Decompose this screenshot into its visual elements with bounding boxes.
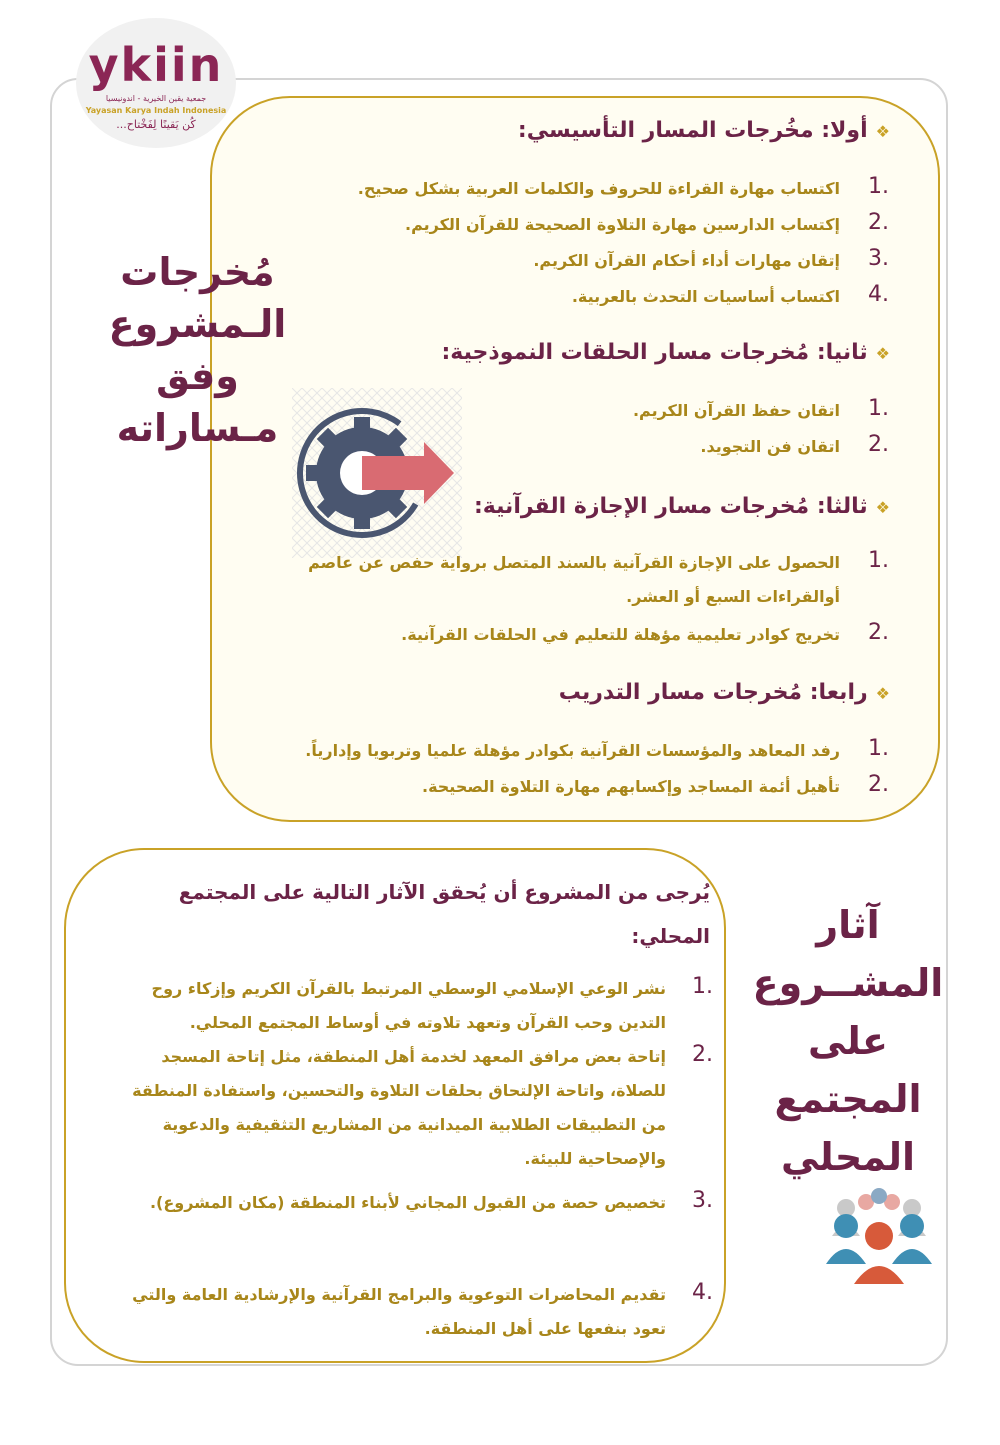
item-number: 2. <box>868 432 889 457</box>
logo-slogan: كُن يَقينًا لِفَخْتاح... <box>116 118 196 131</box>
gear-arrow-icon <box>292 388 462 558</box>
diamond-bullet-icon: ❖ <box>875 498 890 517</box>
list-item: اتقان حفظ القرآن الكريم. <box>632 401 840 420</box>
item-number: 4. <box>692 1280 713 1305</box>
item-number: 1. <box>868 736 889 761</box>
list-item: إكتساب الدارسين مهارة التلاوة الصحيحة للقرآن الكريم. <box>405 215 840 234</box>
impacts-intro: يُرجى من المشروع أن يُحقق الآثار التالية على المجتمع المحلي: <box>178 880 710 948</box>
item-number: 1. <box>868 548 889 573</box>
item-number: 2. <box>868 620 889 645</box>
section-2-title: ثانيا: مُخرجات مسار الحلقات النموذجية: <box>441 340 868 365</box>
outcomes-side-title: مُخرجات الـمشروع وفق مـساراته <box>108 250 287 450</box>
people-group-icon <box>824 1186 934 1286</box>
item-number: 3. <box>692 1188 713 1213</box>
diamond-bullet-icon: ❖ <box>875 344 890 363</box>
list-item: الحصول على الإجازة القرآنية بالسند المتصل برواية حفص عن عاصم أوالقراءات السبع أو العشر. <box>308 553 840 606</box>
section-1-heading <box>518 118 890 143</box>
item-number: 2. <box>868 772 889 797</box>
list-item: اتقان فن التجويد. <box>700 437 840 456</box>
section-1-title: أولا: مخُرجات المسار التأسيسي: <box>517 118 868 143</box>
item-number: 1. <box>868 396 889 421</box>
list-item: رفد المعاهد والمؤسسات القرآنية بكوادر مؤهلة علميا وتربويا وإدارياً. <box>305 741 840 760</box>
item-number: 2. <box>868 210 889 235</box>
item-number: 1. <box>868 174 889 199</box>
impacts-side-title: آثار المشــروع على المجتمع المحلي <box>752 903 944 1179</box>
diamond-bullet-icon: ❖ <box>875 684 890 703</box>
item-number: 1. <box>692 974 713 999</box>
logo <box>76 18 236 148</box>
list-item: تأهيل أئمة المساجد وإكسابهم مهارة التلاوة الصحيحة. <box>421 777 840 796</box>
item-number: 4. <box>868 282 889 307</box>
section-4-heading <box>559 680 890 705</box>
item-number: 3. <box>868 246 889 271</box>
section-4-title: رابعا: مُخرجات مسار التدريب <box>558 680 868 705</box>
list-item: تخصيص حصة من القبول المجاني لأبناء المنطقة (مكان المشروع). <box>149 1193 666 1212</box>
diamond-bullet-icon: ❖ <box>875 122 890 141</box>
logo-latin-name: Yayasan Karya Indah Indonesia <box>85 106 227 115</box>
item-number: 2. <box>692 1042 713 1067</box>
list-item: إتقان مهارات أداء أحكام القرآن الكريم. <box>533 251 840 270</box>
list-item: نشر الوعي الإسلامي الوسطي المرتبط بالقرآن الكريم وإزكاء روح التدين وحب القرآن وتعهد تلاوته في أوساط المجتمع المحلي. <box>151 979 666 1032</box>
section-2-heading <box>441 340 890 365</box>
section-3-heading <box>474 494 890 519</box>
list-item: تقديم المحاضرات التوعوية والبرامج القرآنية والإرشادية العامة والتي تعود بنفعها على أهل المنطقة. <box>132 1285 666 1338</box>
logo-wordmark: ykiin <box>88 38 224 92</box>
list-item: تخريج كوادر تعليمية مؤهلة للتعليم في الحلقات القرآنية. <box>401 625 840 644</box>
list-item: اكتساب مهارة القراءة للحروف والكلمات العربية بشكل صحيح. <box>357 179 840 198</box>
list-item: إتاحة بعض مرافق المعهد لخدمة أهل المنطقة، مثل إتاحة المسجد للصلاة، واتاحة الإلتحاق بحلقات التلاوة والتحسين، واستفادة المنطقة من التطبيقات الطلابية الميدانية من المشاريع التثقيفية والدعوية والإصحاحية للبيئة. <box>132 1047 666 1168</box>
section-3-title: ثالثا: مُخرجات مسار الإجازة القرآنية: <box>473 494 868 519</box>
list-item: اكتساب أساسيات التحدث بالعربية. <box>571 287 840 306</box>
logo-arabic-name: جمعية يقين الخيرية - اندونيسيا <box>105 94 207 103</box>
